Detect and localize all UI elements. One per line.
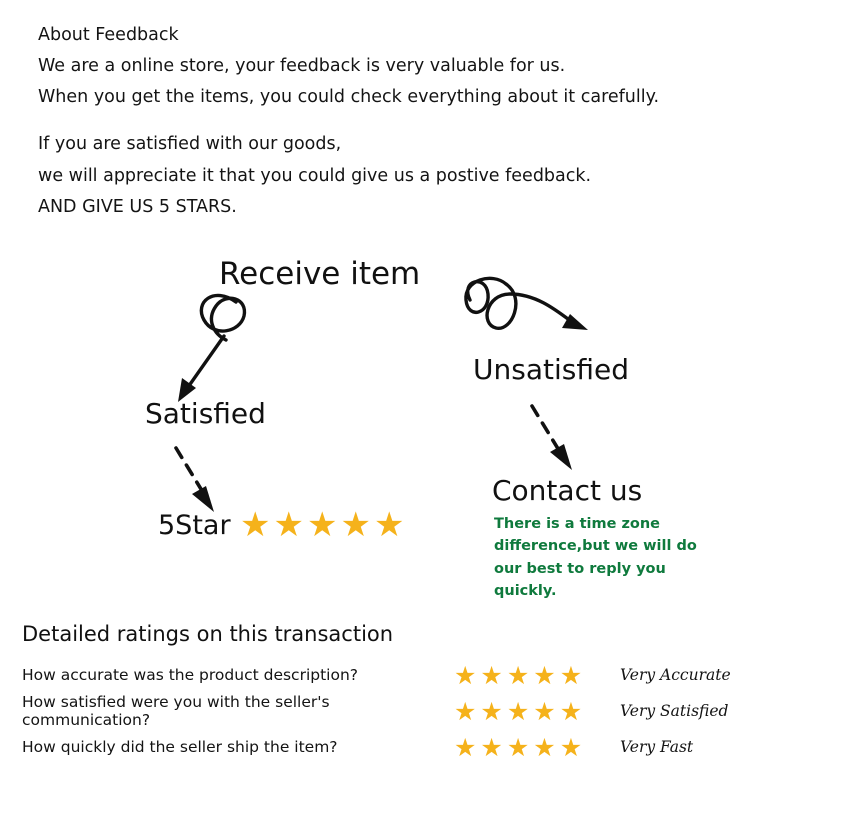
star-icon: ★ [373,505,405,545]
star-arrowhead [192,486,214,512]
satisfied-label: Satisfied [145,397,266,430]
star-icon: ★ [559,696,583,726]
rating-stars[interactable] [454,732,620,762]
star-icon: ★ [480,660,503,690]
star-icon: ★ [533,732,556,762]
star-icon: ★ [559,660,583,690]
five-star-rating-stars [240,505,405,545]
five-star-label: 5Star [158,510,231,541]
star-icon: ★ [240,505,271,545]
star-icon: ★ [506,696,530,726]
satisfied-curl-arrow [186,295,244,390]
flow-arrows-svg [0,236,852,616]
rating-question: How accurate was the product description? [22,666,359,684]
detailed-ratings-title: Detailed ratings on this transaction [22,622,394,646]
feedback-flow-diagram [0,236,852,616]
star-icon: ★ [480,732,503,762]
intro-text-block [38,22,798,225]
contact-us-label: Contact us [492,474,643,507]
star-icon: ★ [454,732,477,762]
rating-stars[interactable] [454,696,620,726]
unsatisfied-label: Unsatisfied [473,353,629,386]
rating-verdict: Very Fast [620,738,694,756]
star-icon: ★ [480,696,503,726]
rating-verdict: Very Satisfied [620,702,729,720]
detailed-ratings-section [22,622,832,765]
star-icon: ★ [306,505,338,545]
rating-question: How quickly did the seller ship the item? [22,738,338,756]
rating-question: How satisfied were you with the seller's communication? [22,693,330,729]
unsatisfied-curl-arrow [466,278,572,328]
satisfied-to-star-dashed-arrow [176,448,204,494]
receive-item-label: Receive item [219,256,421,292]
unsatisfied-to-contact-dashed-arrow [532,406,560,452]
contact-timezone-note: There is a time zone difference,but we will do our best to reply you quickly. [494,516,697,600]
intro-line-2: We are a online store, your feedback is very valuable for us. [38,56,566,77]
rating-verdict: Very Accurate [620,666,731,684]
contact-arrowhead [550,444,572,470]
star-icon: ★ [506,732,530,762]
rating-row [22,657,832,693]
star-icon: ★ [454,696,477,726]
intro-line-3: When you get the items, you could check everything about it carefully. [38,87,660,108]
star-icon: ★ [533,660,556,690]
intro-line-5: we will appreciate it that you could give us a postive feedback. [38,165,592,186]
star-icon: ★ [454,660,477,690]
star-icon: ★ [340,505,371,545]
intro-spacer [38,115,798,131]
star-icon: ★ [273,505,304,545]
intro-line-4: If you are satisfied with our goods, [38,134,342,155]
rating-row [22,729,832,765]
rating-row [22,693,832,729]
star-icon: ★ [506,660,530,690]
star-icon: ★ [559,732,583,762]
star-icon: ★ [533,696,556,726]
rating-stars[interactable] [454,660,620,690]
intro-line-1: About Feedback [38,25,179,45]
intro-line-6: AND GIVE US 5 STARS. [38,196,237,217]
